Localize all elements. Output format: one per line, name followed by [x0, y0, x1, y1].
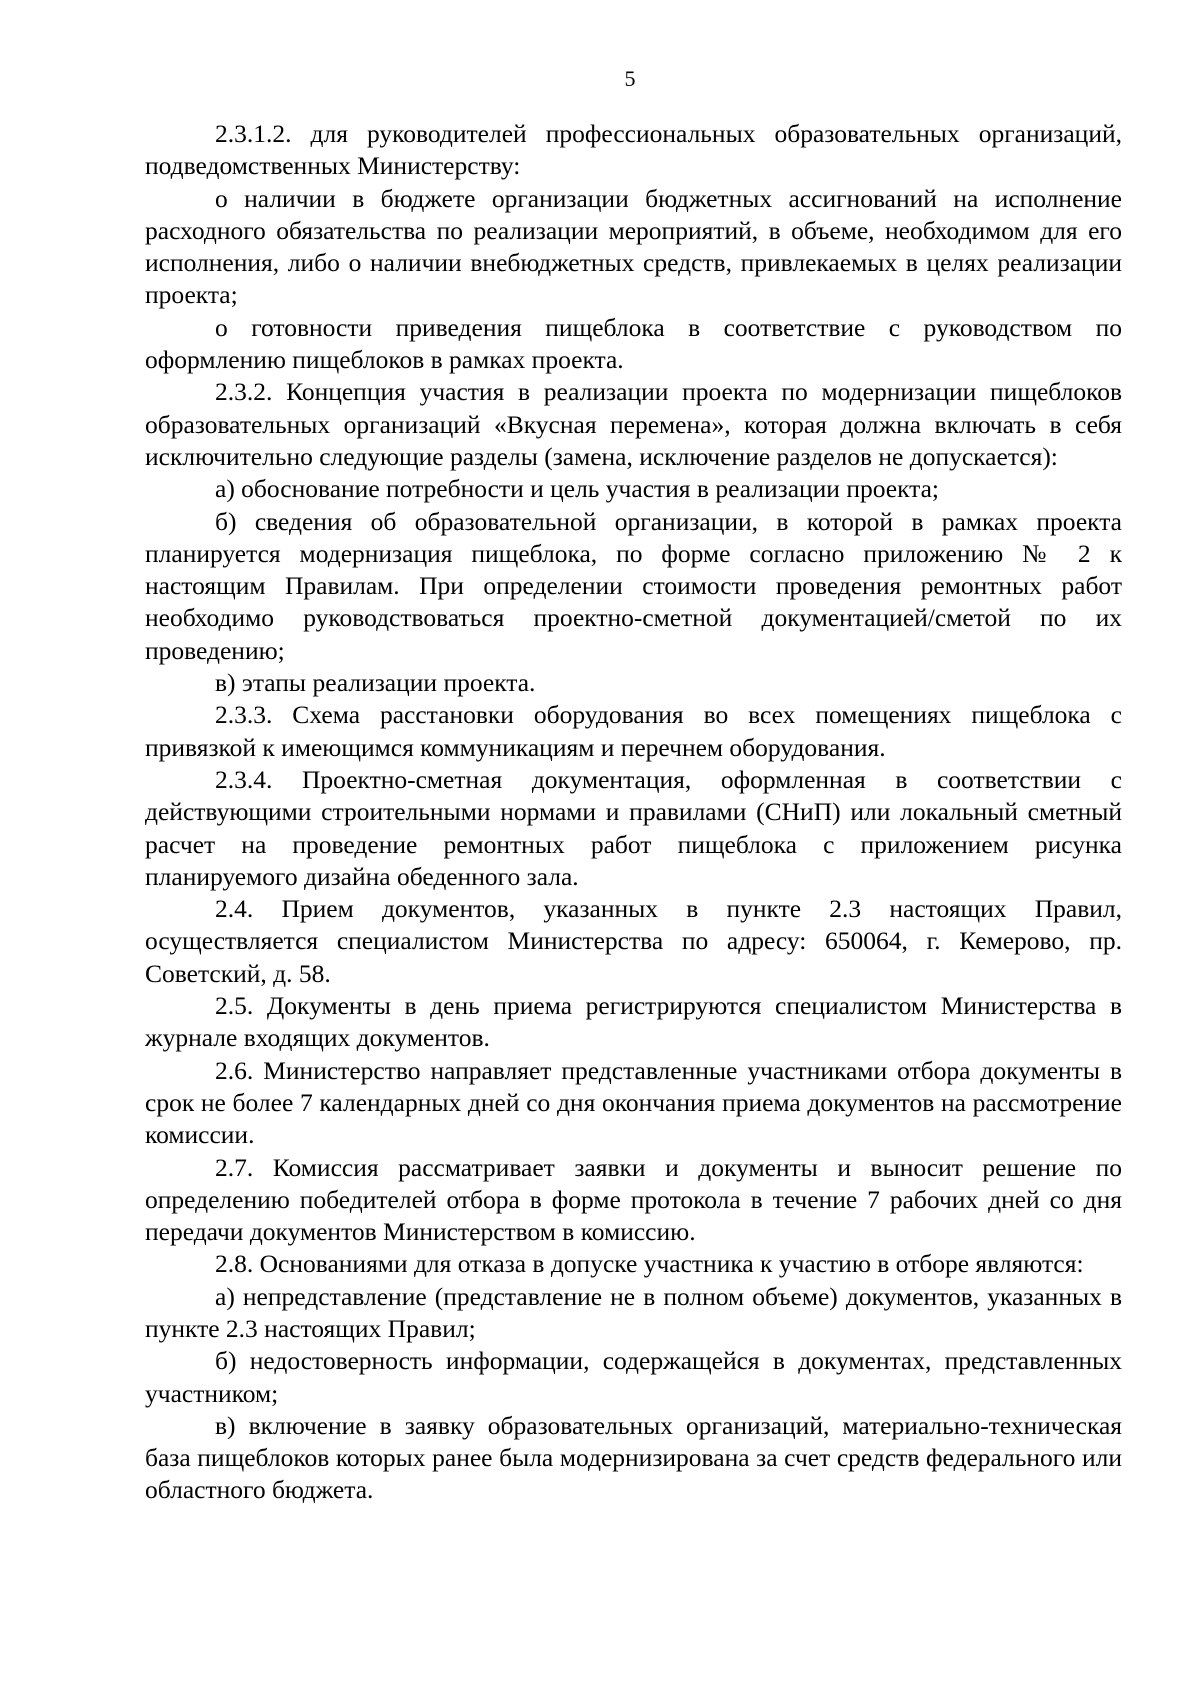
- paragraph-budget-allocations: о наличии в бюджете организации бюджетных ассигнований на исполнение расходного обязательства по реализации мероприятий, в объеме, необходимом для его исполнения, либо о наличии внебюджетных средств, привлекаемых в целях реализации проекта;: [145, 183, 1122, 310]
- paragraph-2-4: 2.4. Прием документов, указанных в пункте 2.3 настоящих Правил, осуществляется специалистом Министерства по адресу: 650064, г. Кемерово, пр. Советский, д. 58.: [145, 894, 1122, 988]
- list-item-b: б) сведения об образовательной организации, в которой в рамках проекта планируется модернизация пищеблока, по форме согласно приложению № 2 к настоящим Правилам. При определении стоимости проведения ремонтных работ необходимо руководствоваться проектно-сметной документацией/сметой по их проведению;: [145, 506, 1122, 665]
- paragraph-2-3-3: 2.3.3. Схема расстановки оборудования во всех помещениях пищеблока с привязкой к имеющимся коммуникациям и перечнем оборудования.: [145, 700, 1122, 762]
- list-item-a: а) обоснование потребности и цель участия в реализации проекта;: [215, 474, 940, 504]
- page-number: 5: [624, 66, 636, 91]
- paragraph-2-3-2: 2.3.2. Концепция участия в реализации проекта по модернизации пищеблоков образовательных организаций «Вкусная перемена», которая должна включать в себя исключительно следующие разделы (замена, исключение разделов не допускается):: [145, 377, 1122, 471]
- paragraph-2-5: 2.5. Документы в день приема регистрируются специалистом Министерства в журнале входящих документов.: [145, 991, 1122, 1053]
- refusal-item-b: б) недостоверность информации, содержащейся в документах, представленных участником;: [145, 1346, 1122, 1408]
- document-body: [145, 118, 1122, 1507]
- refusal-item-a: а) непредставление (представление не в полном объеме) документов, указанных в пункте 2.3 настоящих Правил;: [145, 1281, 1122, 1343]
- paragraph-2-8: 2.8. Основаниями для отказа в допуске участника к участию в отборе являются:: [215, 1249, 1084, 1279]
- paragraph-2-6: 2.6. Министерство направляет представленные участниками отбора документы в срок не более 7 календарных дней со дня окончания приема документов на рассмотрение комиссии.: [145, 1055, 1122, 1150]
- paragraph-2-7: 2.7. Комиссия рассматривает заявки и документы и выносит решение по определению победителей отбора в форме протокола в течение 7 рабочих дней со дня передачи документов Министерством в комиссию.: [145, 1152, 1122, 1247]
- list-item-v: в) этапы реализации проекта.: [215, 668, 536, 698]
- paragraph-readiness: о готовности приведения пищеблока в соответствие с руководством по оформлению пищеблоков в рамках проекта.: [145, 312, 1122, 375]
- paragraph-2-3-1-2: 2.3.1.2. для руководителей профессиональных образовательных организаций, подведомственных Министерству:: [145, 119, 1122, 181]
- refusal-item-v: в) включение в заявку образовательных организаций, материально-техническая база пищеблоков которых ранее была модернизирована за счет средств федерального или областного бюджета.: [145, 1410, 1122, 1505]
- paragraph-2-3-4: 2.3.4. Проектно-сметная документация, оформленная в соответствии с действующими строительными нормами и правилами (СНиП) или локальный сметный расчет на проведение ремонтных работ пищеблока с приложением рисунка планируемого дизайна обеденного зала.: [145, 764, 1122, 891]
